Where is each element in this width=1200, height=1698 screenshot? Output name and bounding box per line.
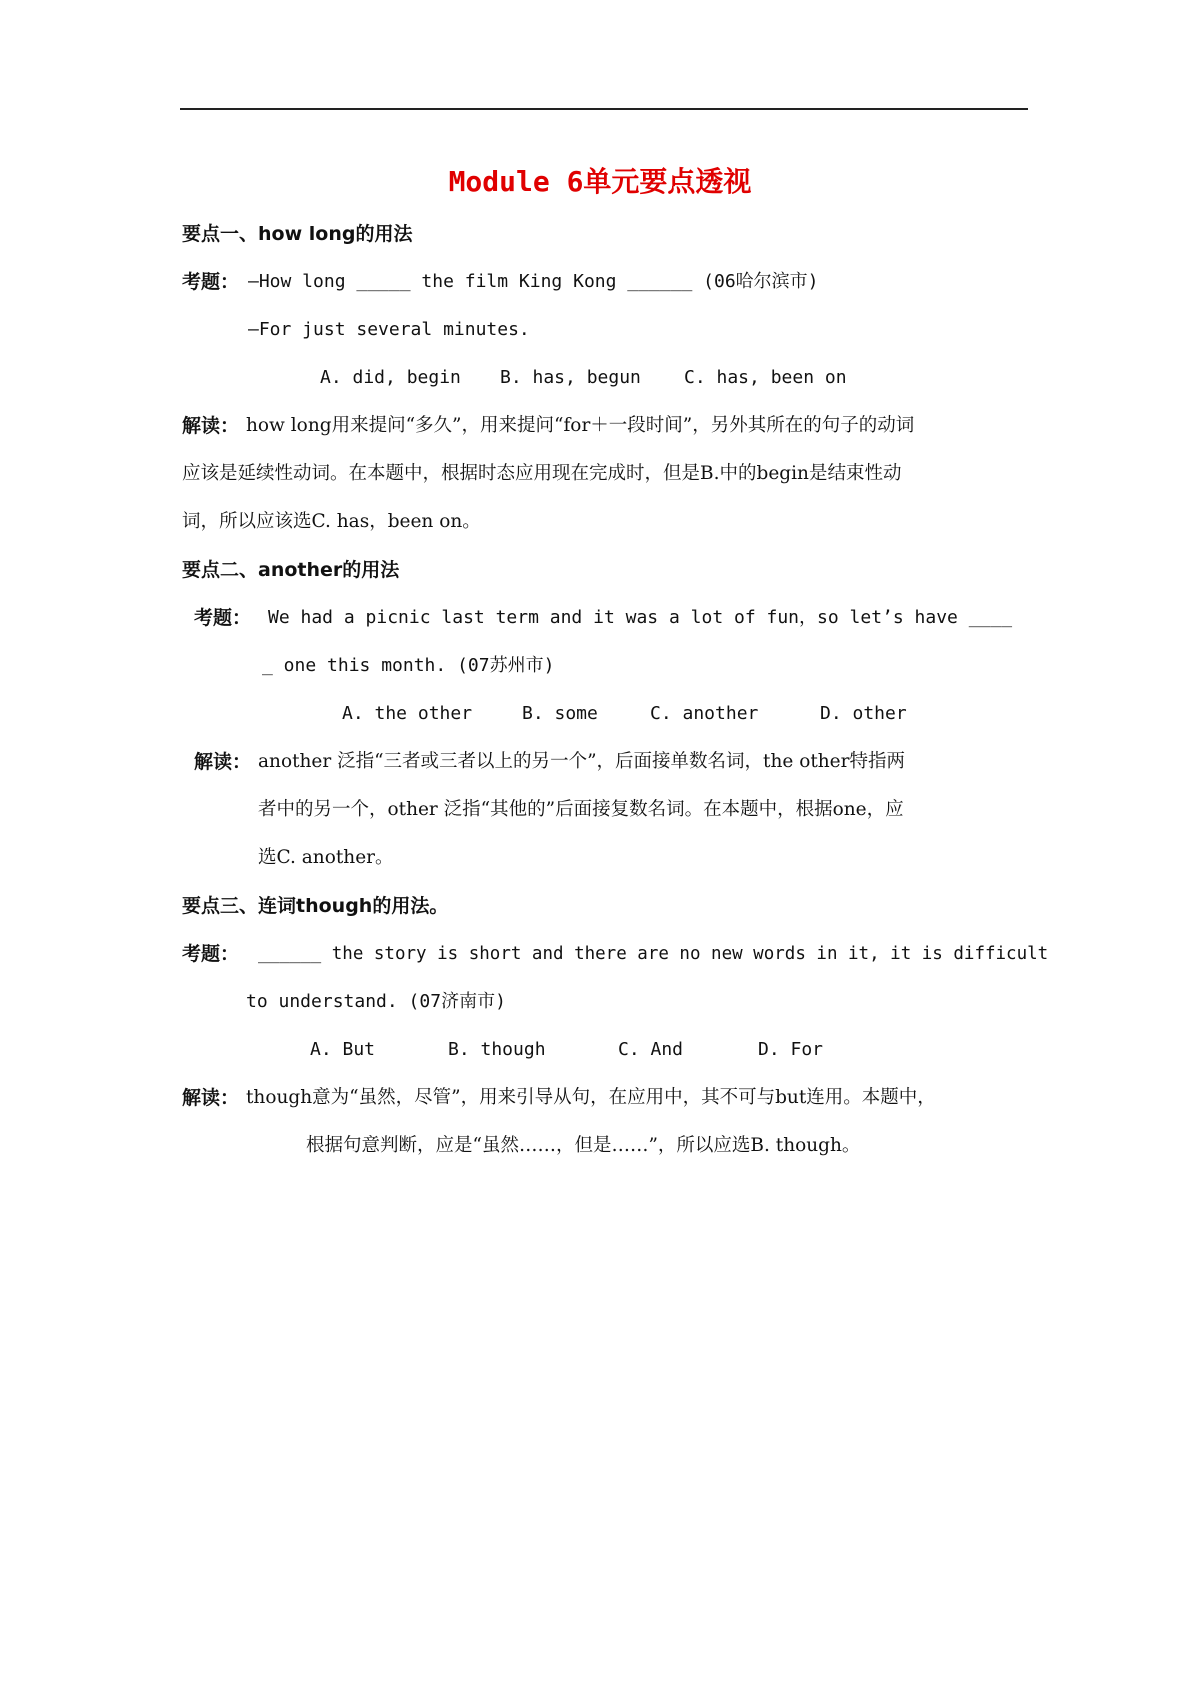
point-2-heading: 要点二、another的用法 xyxy=(182,559,400,581)
point-3-answer-line-1: though意为“虽然，尽管”，用来引导从句，在应用中，其不可与but连用。本题中， xyxy=(246,1087,936,1108)
point-3-option-a: A. But xyxy=(310,1039,376,1060)
point-1-answer-line-1: how long用来提问“多久”，用来提问“for＋一段时间”，另外其所在的句子的动词 xyxy=(246,415,915,436)
point-2-option-a: A. the other xyxy=(342,703,473,724)
point-2-answer-line-1: another 泛指“三者或三者以上的另一个”，后面接单数名词，the other特指两 xyxy=(258,751,905,772)
point-2-option-d: D. other xyxy=(820,703,907,724)
point-1-answer-label: 解读： xyxy=(182,415,240,437)
point-1-option-b: B. has, begun xyxy=(500,367,641,388)
point-3-answer-line-2: 根据句意判断，应是“虽然……，但是……”，所以应选B. though。 xyxy=(306,1135,861,1156)
point-2-question-label: 考题： xyxy=(194,607,252,629)
point-2-answer-line-3: 选C. another。 xyxy=(258,847,394,868)
point-1-question-line-1: —How long _____ the film King Kong ______ (06哈尔滨市) xyxy=(248,271,819,292)
point-3-answer-label: 解读： xyxy=(182,1087,240,1109)
point-1-option-c: C. has, been on xyxy=(684,367,847,388)
point-2-option-c: C. another xyxy=(650,703,759,724)
header-rule xyxy=(180,108,1028,110)
point-3-option-b: B. though xyxy=(448,1039,546,1060)
point-3-question-line-2: to understand. (07济南市) xyxy=(246,991,506,1012)
point-3-option-c: C. And xyxy=(618,1039,684,1060)
point-1-answer-line-2: 应该是延续性动词。在本题中，根据时态应用现在完成时，但是B.中的begin是结束性动 xyxy=(182,463,902,484)
point-1-question-line-2: —For just several minutes. xyxy=(248,319,530,340)
point-2-option-b: B. some xyxy=(522,703,598,724)
page-title: Module 6单元要点透视 xyxy=(448,165,752,198)
point-2-answer-line-2: 者中的另一个，other 泛指“其他的”后面接复数名词。在本题中，根据one，应 xyxy=(258,799,904,820)
point-3-option-d: D. For xyxy=(758,1039,824,1060)
point-1-question-label: 考题： xyxy=(182,271,240,293)
point-3-heading: 要点三、连词though的用法。 xyxy=(182,895,449,917)
point-2-question-line-1: We had a picnic last term and it was a lot of fun，so let’s have ____ xyxy=(268,607,1013,628)
point-1-option-a: A. did, begin xyxy=(320,367,461,388)
point-2-answer-label: 解读： xyxy=(194,751,252,773)
point-1-heading: 要点一、how long的用法 xyxy=(182,223,413,245)
point-3-question-line-1: ______ the story is short and there are no new words in it, it is difficult xyxy=(258,944,1049,964)
point-3-question-label: 考题： xyxy=(182,943,240,965)
point-2-question-line-2: _ one this month. (07苏州市) xyxy=(262,655,555,676)
point-1-answer-line-3: 词，所以应该选C. has，been on。 xyxy=(182,511,481,532)
